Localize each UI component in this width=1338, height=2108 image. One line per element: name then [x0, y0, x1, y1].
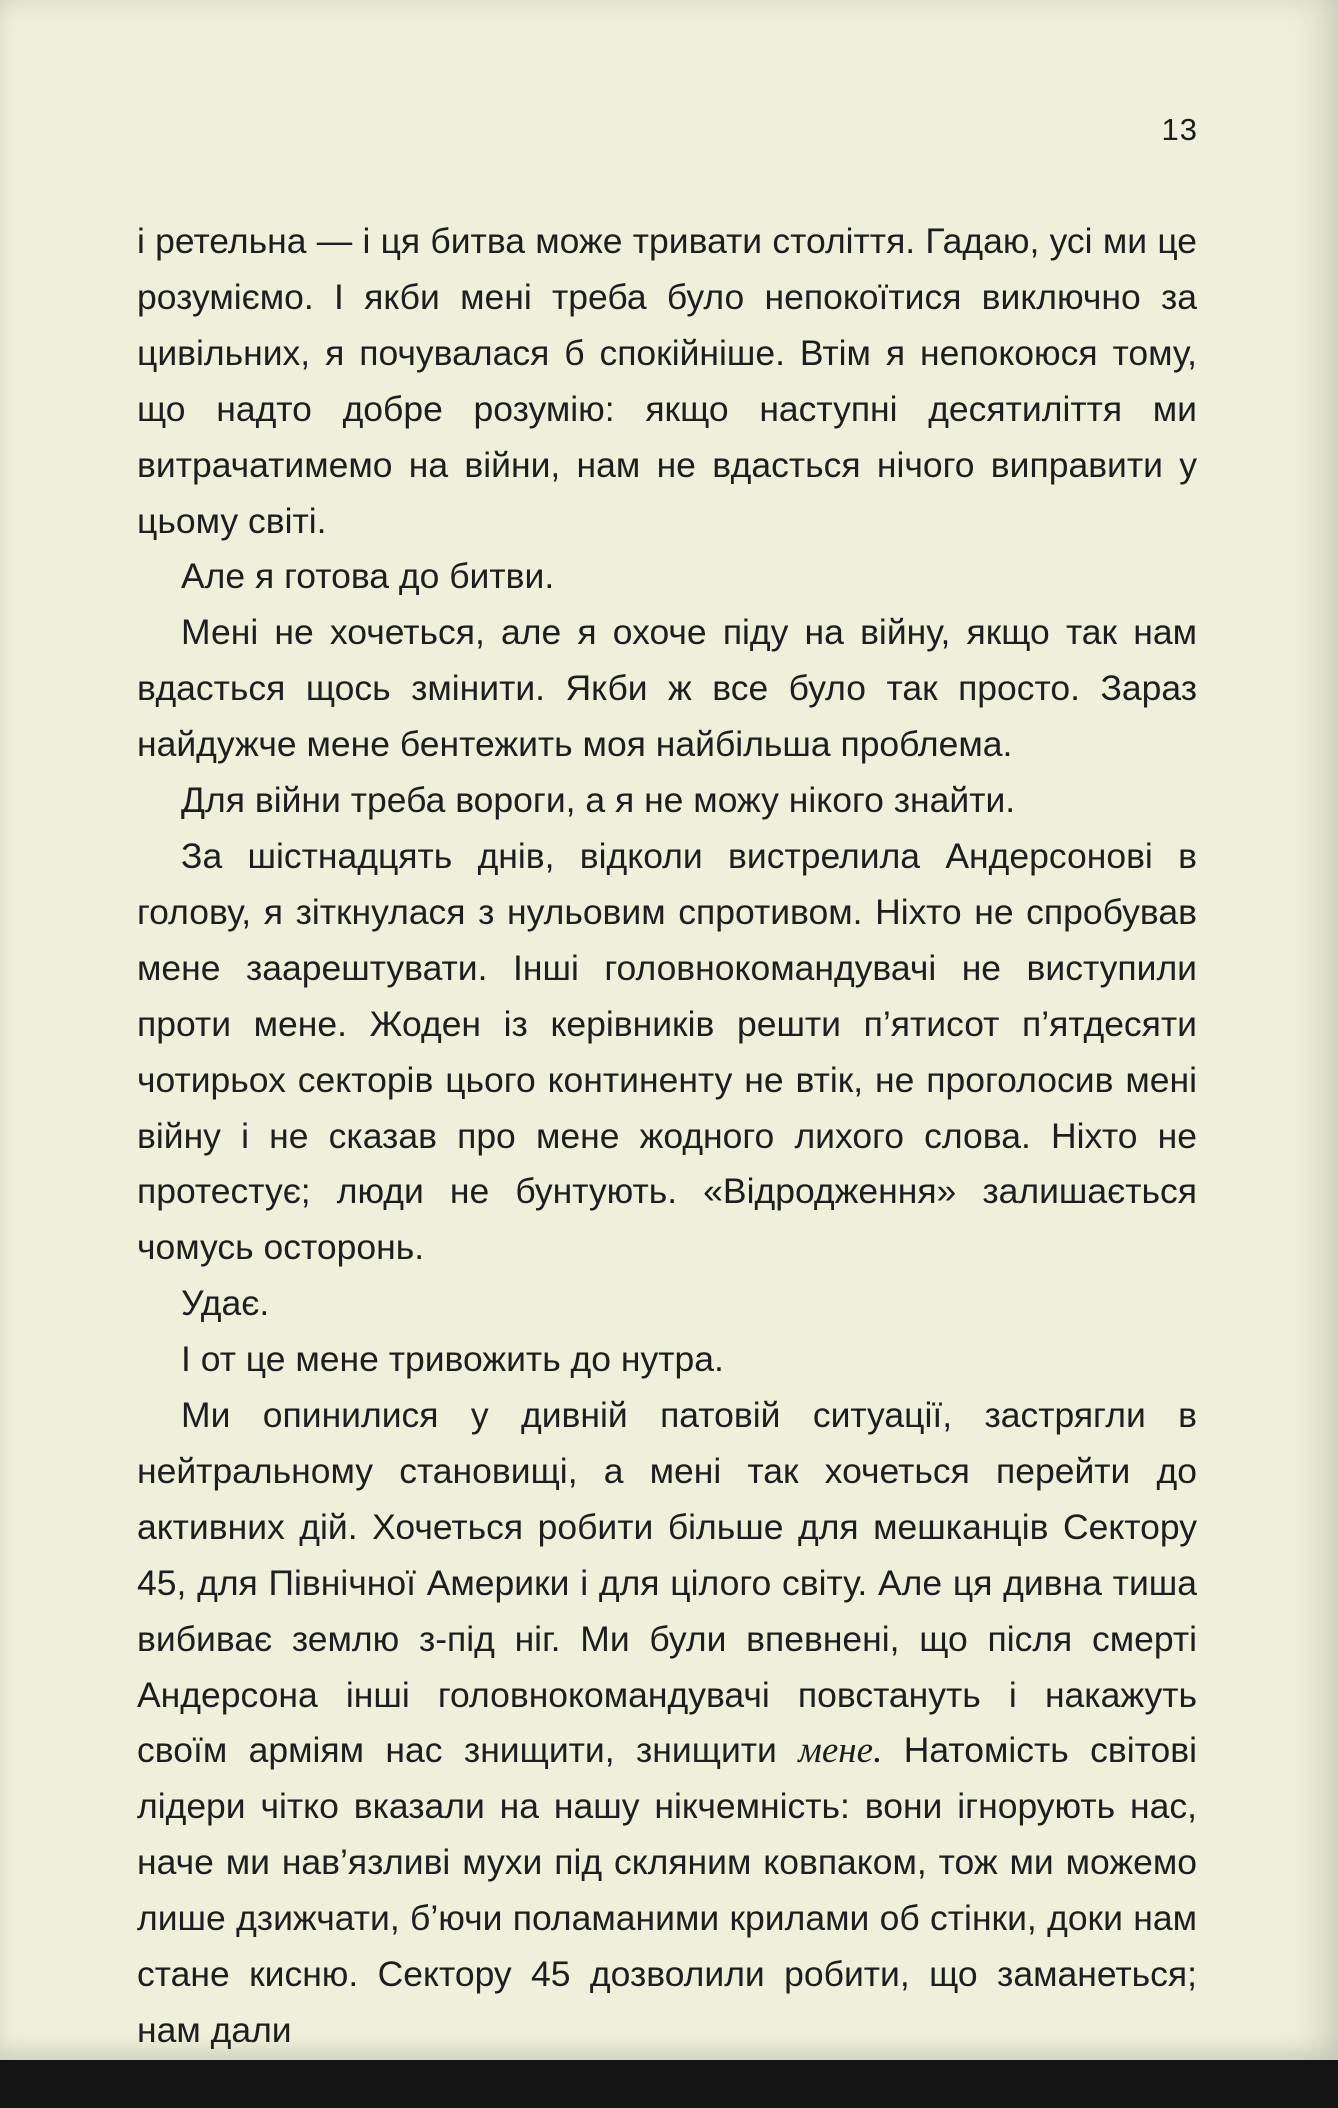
paragraph-5: За шістнадцять днів, відколи вистрелила Андерсонові в голову, я зіткнулася з нульовим спротивом. Ніхто не спробував мене заарештувати. Інші головнокомандувачі не виступили проти мене. Жоден із керівників решти п’ятисот п’ятдесяти чотирьох секторів цього континенту не втік, не проголосив мені війну і не сказав про мене жодного лихого слова. Ніхто не протестує; люди не бунтують. «Відродження» залишається чомусь осторонь.	[137, 835, 1197, 1268]
paragraph-8	[137, 1388, 1197, 2059]
paragraph-1: і ретельна — і ця битва може тривати століття. Гадаю, усі ми це розуміємо. І якби мені треба було непокоїтися виключно за цивільних, я почувалася б спокійніше. Втім я непокоюся тому, що надто добре розумію: якщо наступні десятиліття ми витрачатимемо на війни, нам не вдасться нічого виправити у цьому світі.	[137, 221, 1197, 541]
paragraph-3: Мені не хочеться, але я охоче піду на війну, якщо так нам вдасться щось змінити. Якби ж все було так просто. Зараз найдужче мене бентежить моя найбільша проблема.	[137, 612, 1197, 765]
page-bottom-edge	[0, 2060, 1338, 2108]
paragraph-4: Для війни треба вороги, а я не можу нікого знайти.	[181, 780, 1016, 821]
paragraph-6: Удає.	[181, 1283, 270, 1324]
body-text	[137, 214, 1197, 2059]
emphasis-word: мене.	[798, 1730, 883, 1772]
page-number: 13	[1161, 112, 1198, 147]
paragraph-8-end: Натомість світові лідери чітко вказали на нашу нікчемність: вони ігнорують нас, наче ми нав’язливі мухи під скляним ковпаком, тож ми можемо лише дзижчати, б’ючи поламаними крилами об стінки, доки нам стане кисню. Сектору 45 дозволили робити, що заманеться; нам дали	[137, 1730, 1197, 2050]
paragraph-7: І от це мене тривожить до нутра.	[181, 1339, 724, 1380]
paragraph-8-start: Ми опинилися у дивній патовій ситуації, застрягли в нейтральному становищі, а мені так хочеться перейти до активних дій. Хочеться робити більше для мешканців Сектору 45, для Північної Америки і для цілого світу. Але ця дивна тиша вибиває землю з-під ніг. Ми були впевнені, що після смерті Андерсона інші головнокомандувачі повстануть і накажуть своїм арміям нас знищити, знищити	[137, 1395, 1197, 1771]
paragraph-2: Але я готова до битви.	[181, 556, 555, 597]
